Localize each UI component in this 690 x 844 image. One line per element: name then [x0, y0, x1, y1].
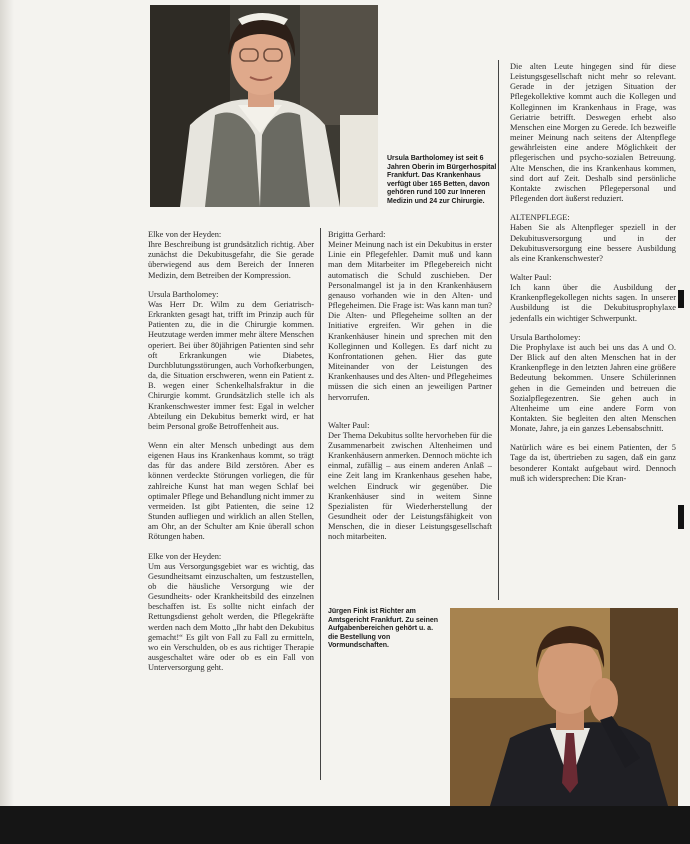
- photo-bartholomey: [150, 5, 378, 207]
- paragraph-text: Die Prophylaxe ist auch bei uns das A und O. Der Blick auf den alten Menschen hat in der Krankenpflege in den letzten Jahren eine größere Bedeutung bekommen. Unsere Schülerinnen gehen in die Gemeinden und betreuen die Sozialpflegezentren. Sie gehen auch in Altenheime um eine andere Form von Kontakten. Sie begleiten den alten Menschen Monate, Jahre, ja ein ganzes Lebensabschnitt.: [510, 342, 676, 434]
- paragraph-text: Ihre Beschreibung ist grundsätzlich richtig. Aber zunächst die Dekubitusgefahr, die Sie gerade überwiegend aus dem Bereich der Inneren Medizin, dem Betreiben der Kompression.: [148, 240, 314, 280]
- page-edge-mark: [678, 505, 684, 529]
- speaker-name: Ursula Bartholomey:: [148, 289, 219, 299]
- paragraph: [510, 443, 676, 484]
- paragraph-text: Ich kann über die Ausbildung der Krankenpflegekollegen nichts sagen. In unserer Ausbildung ist die Dekubitusprophylaxe jedenfalls ein wichtiger Schwerpunkt.: [510, 283, 676, 323]
- paragraph: [148, 441, 314, 543]
- speaker-name: Walter Paul:: [510, 272, 552, 282]
- speaker-name: Elke von der Heyden:: [148, 551, 222, 561]
- paragraph-text: Haben Sie als Altenpfleger speziell in der Dekubitusversorgung und in der Dekubitusversorgung eine bessere Ausbildung als eine Krankenschwester?: [510, 223, 676, 263]
- text-column-1: [148, 230, 314, 682]
- text-column-2: [328, 230, 492, 552]
- paragraph-text: Um aus Versorgungsgebiet war es wichtig, das Gesundheitsamt einzuschalten, um festzustellen, ob die häusliche Versorgung wie der Gesundheits- oder Krankheitsbild des einzelnen beschaffen ist. Es sollte nicht einfach der Rettungsdienst geholt werden, die Pflegekräfte werden nach dem Motto „Ihr habt den Dekubitus gemacht!“ Es gilt von Fall zu Fall zu ermitteln, wo ein Verschulden, ob es aus richtiger Therapie ausgeschaltet wäre oder ob es ein Fall von Unterversorgung geht.: [148, 561, 314, 673]
- photo-fink: [450, 608, 678, 806]
- paragraph-text: Was Herr Dr. Wilm zu dem Geriatrisch-Erkrankten gesagt hat, trifft im Prinzip auch für Patienten zu, die in die Chirurgie kommen. Heutzutage werden immer mehr ältere Menschen operiert. Bei über 80jährigen Patienten sind sehr oft Erkrankungen wie Diabetes, Durchblutungsstörungen, auch Vorhofkerbungen, da, die Situation erschweren, wenn ein Patient z. B. wegen einer Schenkelhalsfraktur in die Chirurgie kommt. Grundsätzlich stelle ich als Krankenschwester immer fest: Egal in welcher Abteilung ein Dekubitus bemerkt wird, er hat beim Personal große Betroffenheit aus.: [148, 299, 314, 431]
- paragraph: [148, 290, 314, 432]
- paragraph: [510, 213, 676, 264]
- paragraph-text: Wenn ein alter Mensch unbedingt aus dem eigenen Haus ins Krankenhaus kommt, so trägt das für das andere Bild zerstören. Aber es können verdeckte Störungen vorliegen, die für zahlreiche Kunst hat man wegen Schlaf bei optimaler Pflege und Behandlung nicht immer zu vermeiden. Ist gibt Patienten, die seine 12 Stunden aufliegen und wirklich an allen Stellen, am Ohr, an der Schulter am Knie überall schon Rötungen haben.: [148, 440, 314, 542]
- paragraph-text: Der Thema Dekubitus sollte hervorheben für die Zusammenarbeit zwischen Altenheimen und Krankenhäusern anmerken. Dennoch möchte ich einmal, zufällig – aus einem anderen Anlaß – eine Zeit lang im Krankenhaus gesehen habe, welchen Eindruck wir gegenüber. Die Krankenhäuser sind in weitem Sinne Spezialisten für Wiederherstellung der Gesundheit oder der Leistungsfähigkeit von Menschen, die in dieser Leistungsgesellschaft noch mitarbeiten.: [328, 430, 492, 542]
- paragraph: [148, 552, 314, 674]
- text-column-3: [510, 62, 676, 493]
- paragraph: [328, 421, 492, 543]
- column-divider: [320, 228, 321, 780]
- speaker-name: ALTENPFLEGE:: [510, 213, 570, 223]
- speaker-name: Walter Paul:: [328, 420, 370, 430]
- paragraph: [148, 230, 314, 281]
- paragraph-text: Natürlich wäre es bei einem Patienten, der 5 Tage da ist, übertrieben zu sagen, daß ein ganz besonderer Kontakt aufgebaut wird. Dennoch muß ich widersprechen: Die Kran-: [510, 443, 676, 483]
- speaker-name: Brigitta Gerhard:: [328, 230, 386, 239]
- speaker-name: Ursula Bartholomey:: [510, 332, 581, 342]
- caption-fink: Jürgen Fink ist Richter am Amtsgericht Frankfurt. Zu seinen Aufgabenbereichen gehört u. a. die Bestellung von Vormundschaften.: [328, 608, 439, 650]
- paragraph: [510, 273, 676, 324]
- column-divider: [498, 60, 499, 600]
- page-gutter-shadow: [0, 0, 14, 806]
- scan-bottom-shadow: [0, 806, 690, 844]
- paragraph: [510, 62, 676, 204]
- caption-bartholomey: Ursula Bartholomey ist seit 6 Jahren Oberin im Bürgerhospital Frankfurt. Das Krankenhaus verfügt über 165 Betten, davon gehören rund 100 zur Inneren Medizin und 24 zur Chirurgie.: [387, 155, 497, 205]
- paragraph: [510, 333, 676, 435]
- paragraph: [328, 230, 492, 403]
- page-edge-mark: [678, 290, 684, 308]
- paragraph-text: Die alten Leute hingegen sind für diese Leistungsgesellschaft nicht mehr so relevant. Gerade in der jetzigen Situation der Pflegekollektive kommt auch die Kollegen und Kolleginnen im Krankenhaus in Frage, was Geriatrie betrifft. Deswegen erhebt also Menschen eine Morgen zu Gerede. Ich bezweifle meiner Meinung nach seitens der Altenpflege gewährleisten eine andere Möglichkeit der pflegerischen und psycho-sozialen Betreuung. Alte Menschen, die ins Krankenhaus kommen, sind dort auf Zeit. Deshalb sind persönliche Kontakte zwischen Pflegepersonal und Pflegenden dort äußerst reduziert.: [510, 62, 676, 204]
- speaker-name: Elke von der Heyden:: [148, 230, 222, 239]
- paragraph-text: Meiner Meinung nach ist ein Dekubitus in erster Linie ein Pflegefehler. Damit muß und kann man dem Mitarbeiter im Pflegebereich nicht automatisch die Schuld zuschieben. Der Personalmangel ist ja in den Krankenhäusern genauso vorhanden wie in den Alten- und Pflegeheimen. Die Frage ist: Was kann man tun? Die Alten- und Pflegeheime sollten an der Initiative ergreifen. Wir gehen in die Krankenhäuser hinein und sprechen mit den Kolleginnen und Kollegen. Es darf nicht zu Konfrontationen gehen. Hier das gute Miteinander von der Leistungen des Krankenhauses und des Alten- und Pflegeheimes müssen die sich einen an jeweiligen Partner hervorrufen.: [328, 240, 492, 402]
